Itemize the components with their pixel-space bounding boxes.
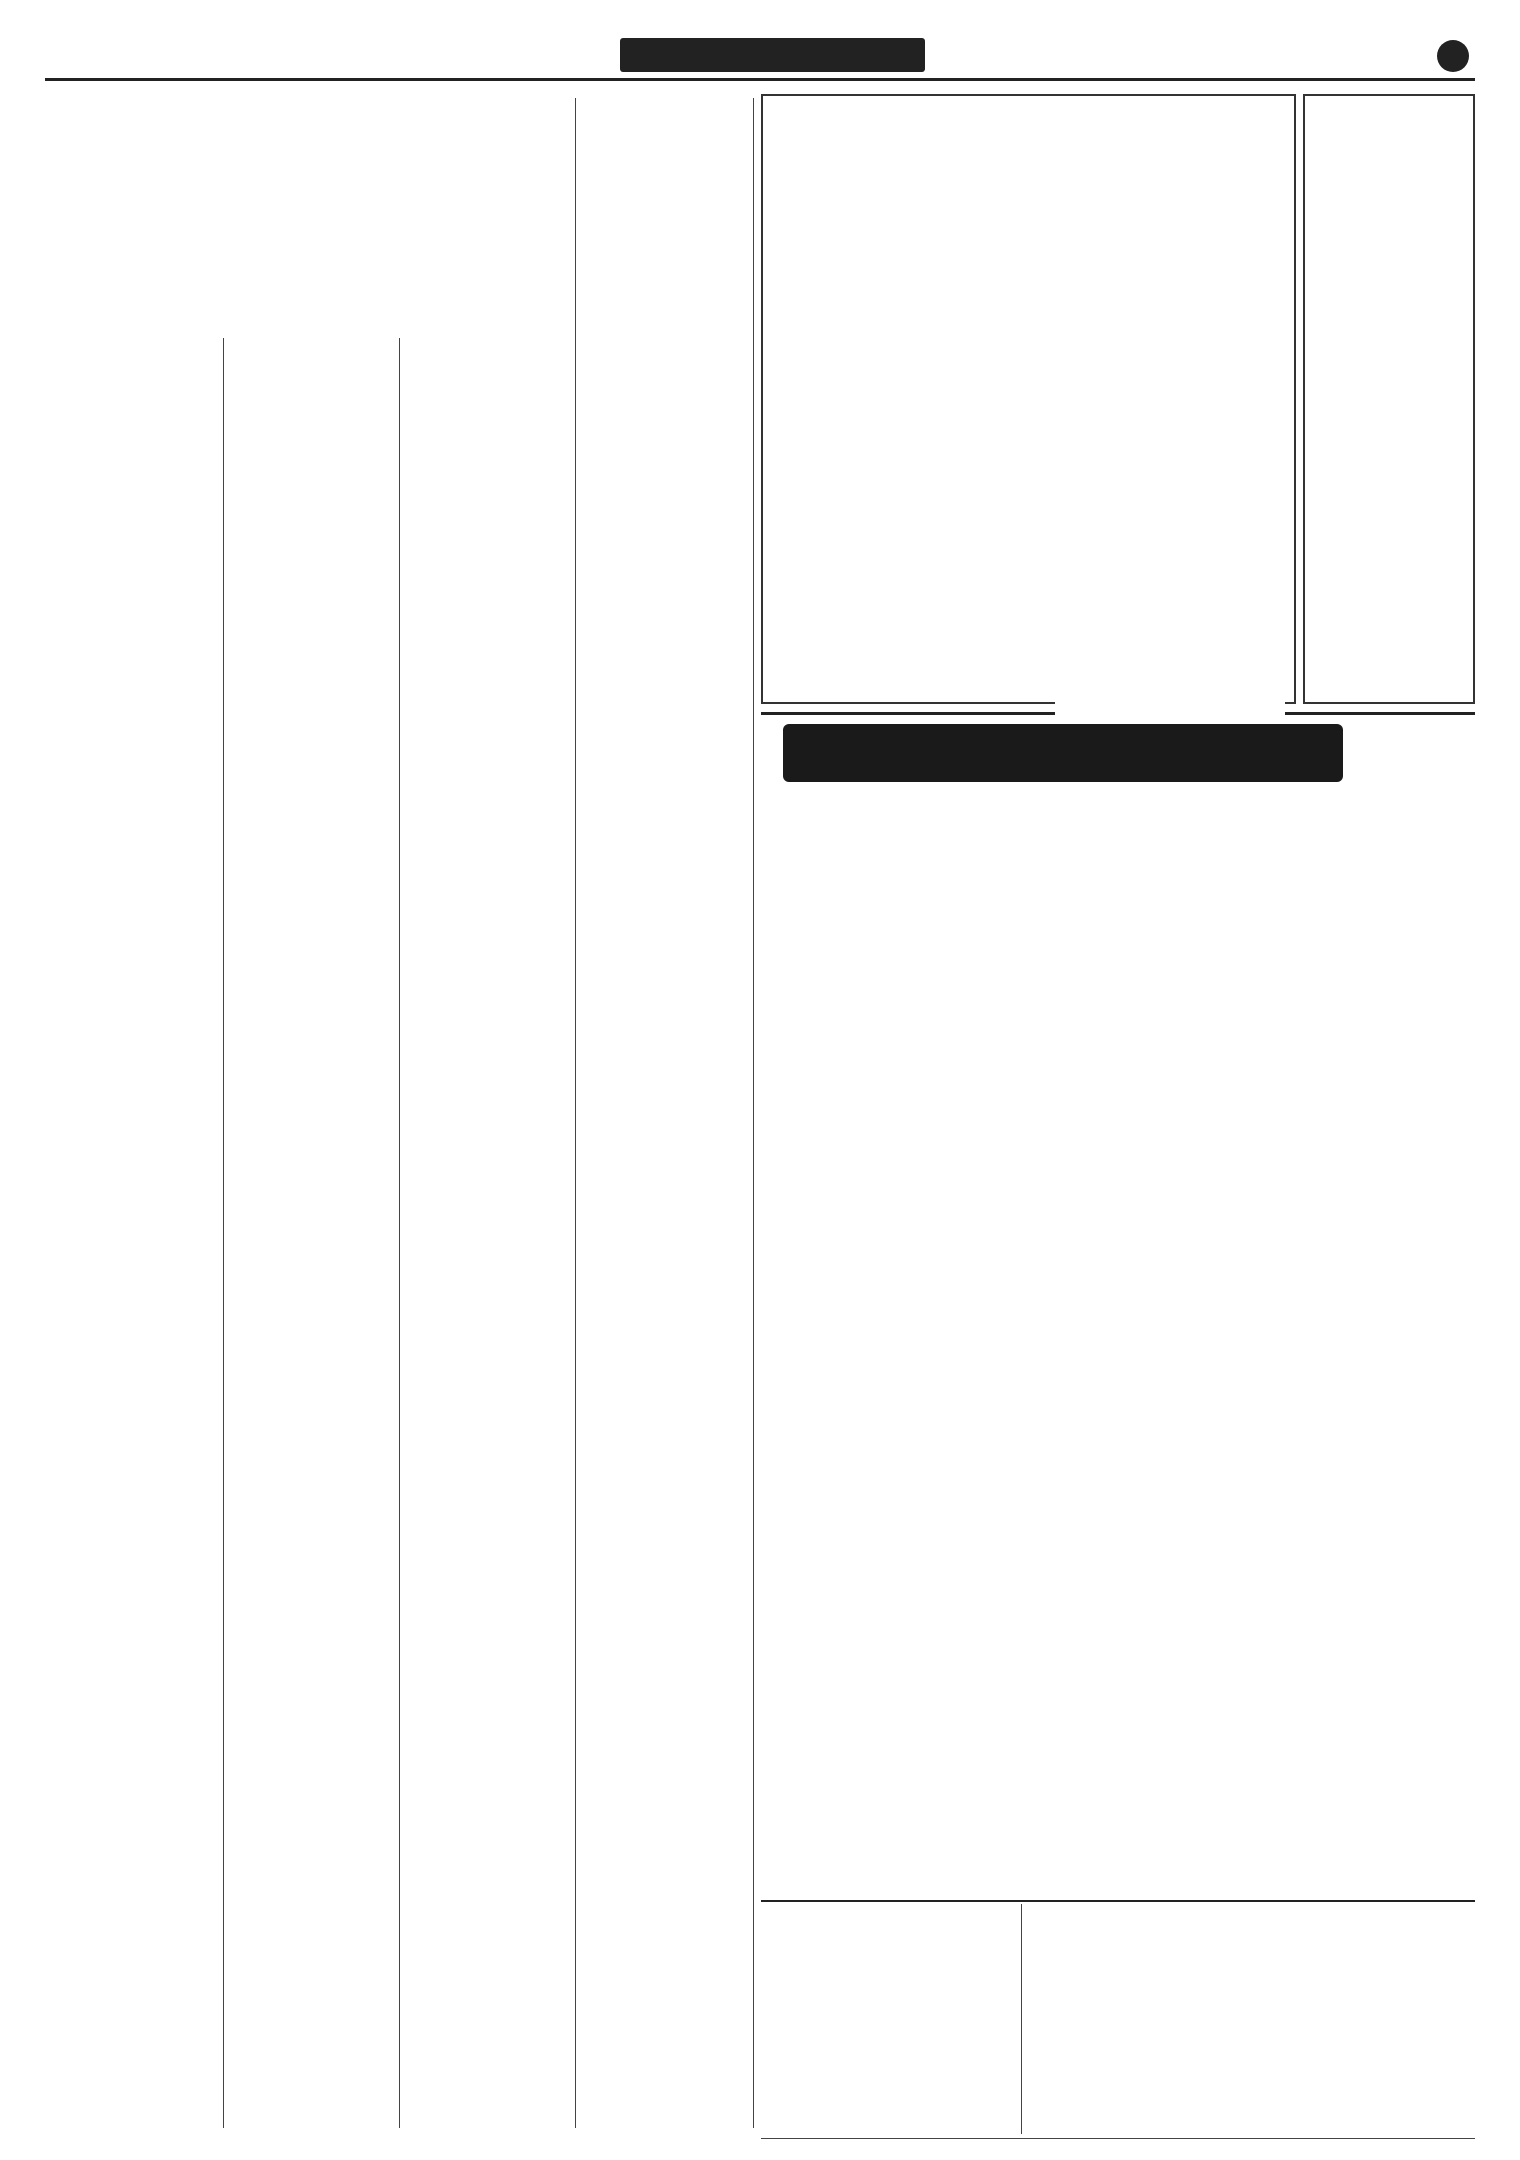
column-divider <box>223 338 224 2128</box>
friendship-heading <box>773 100 1073 220</box>
section-rule <box>761 1900 1475 1902</box>
commission-signature <box>583 2023 745 2133</box>
bulgaria-continuation <box>765 1878 1015 1896</box>
commission-column-1 <box>55 338 215 2128</box>
bulgaria-column-2 <box>1175 876 1473 1876</box>
column-divider <box>753 98 754 2128</box>
good-start-title <box>765 1906 1005 1936</box>
commission-column-2 <box>231 338 391 2128</box>
masthead <box>620 38 925 72</box>
commission-column-4 <box>583 98 745 2018</box>
taevols-column <box>1029 1940 1473 2114</box>
commission-column-3 <box>407 338 567 2128</box>
khashar-title <box>1311 100 1467 150</box>
friendship-subtitle <box>773 222 1073 250</box>
friendship-author <box>1083 672 1288 696</box>
newspaper-page <box>45 38 1475 2146</box>
khashar-column <box>1311 154 1467 624</box>
page-header <box>45 38 1475 78</box>
column-divider <box>1021 1904 1022 2134</box>
khashar-signature <box>1311 628 1467 698</box>
good-start-signature <box>765 2098 1015 2138</box>
friendship-column-2 <box>929 252 1071 692</box>
spacer <box>765 2148 775 2158</box>
bulgaria-column-1 <box>765 854 1165 1874</box>
taevols-title <box>1029 1904 1473 1938</box>
header-rule <box>45 78 1475 81</box>
commission-heading <box>55 98 555 308</box>
column-divider <box>575 98 576 2128</box>
bulgaria-rubric <box>1055 700 1285 718</box>
taevols-author <box>1029 2116 1473 2136</box>
good-start-column <box>765 1938 1015 2098</box>
friendship-column-3 <box>1083 104 1288 669</box>
bulgaria-author <box>1295 1878 1471 1896</box>
column-divider <box>399 338 400 2128</box>
bulgaria-column-top <box>1345 722 1473 872</box>
bulgaria-banner <box>783 724 1343 782</box>
friendship-column-1 <box>773 252 915 692</box>
page-number <box>1437 40 1469 72</box>
bulgaria-subtitle <box>805 794 1185 844</box>
section-rule <box>761 2138 1475 2139</box>
